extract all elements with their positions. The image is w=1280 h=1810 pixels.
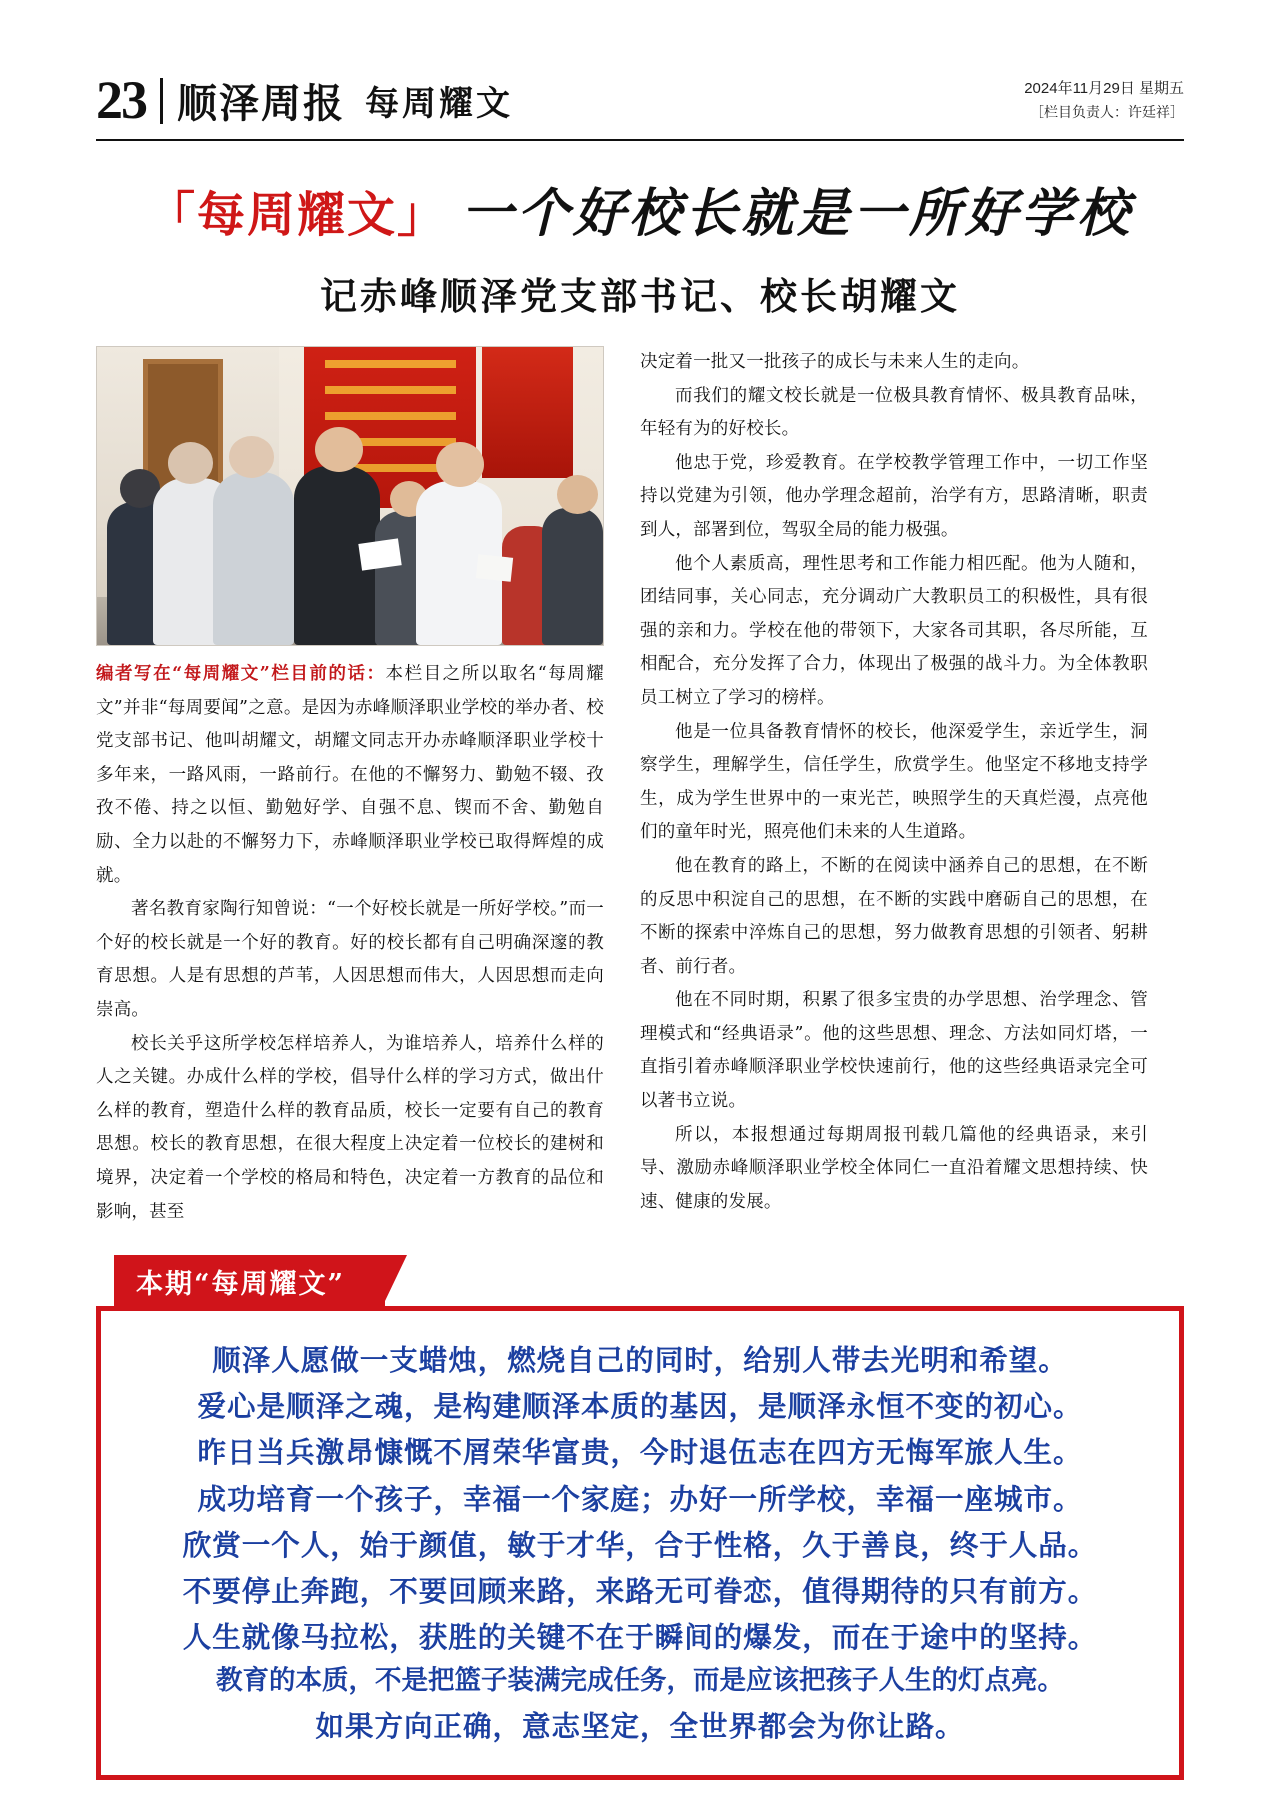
masthead	[96, 0, 1184, 139]
quote-box-tab: 本期“每周耀文”	[114, 1255, 385, 1310]
quote-line: 欣赏一个人，始于颜值，敏于才华，合于性格，久于善良，终于人品。	[182, 1527, 1098, 1562]
editor-note-label: 编者写在“每周耀文”栏目前的话：	[96, 664, 386, 684]
quote-line: 不要停止奔跑，不要回顾来路，来路无可眷恋，值得期待的只有前方。	[182, 1573, 1098, 1608]
paragraph: 他在教育的路上，不断的在阅读中涵养自己的思想，在不断的反思中积淀自己的思想，在不断的实践中磨砺自己的思想，在不断的探索中淬炼自己的思想，努力做教育思想的引领者、躬耕者、前行者。	[640, 855, 1148, 977]
paragraph: 他忠于党，珍爱教育。在学校教学管理工作中，一切工作坚持以党建为引领，他办学理念超前，治学有方，思路清晰，职责到人，部署到位，驾驭全局的能力极强。	[640, 452, 1148, 540]
quote-line: 人生就像马拉松，获胜的关键不在于瞬间的爆发，而在于途中的坚持。	[182, 1620, 1098, 1655]
article-body	[96, 346, 1184, 1229]
paragraph: 他在不同时期，积累了很多宝贵的办学思想、治学理念、管理模式和“经典语录”。他的这些思想、理念、方法如同灯塔，一直指引着赤峰顺泽职业学校快速前行，他的这些经典语录完全可以著书立说。	[640, 990, 1148, 1112]
quote-box	[96, 1306, 1184, 1780]
lead-paragraph	[96, 658, 604, 893]
section-editor: ［栏目负责人：许廷祥］	[1030, 104, 1184, 121]
article-column-left	[96, 346, 604, 1229]
headline-tag: 「每周耀文」	[146, 187, 447, 243]
quote-section	[96, 1255, 1184, 1780]
article-column-right	[640, 346, 1148, 1229]
page-number: 23	[96, 70, 146, 131]
publication-date: 2024年11月29日 星期五	[1024, 79, 1184, 97]
quote-line: 昨日当兵激昂慷慨不屑荣华富贵，今时退伍志在四方无悔军旅人生。	[197, 1435, 1083, 1470]
quote-line: 教育的本质，不是把篮子装满完成任务，而是应该把孩子人生的灯点亮。	[216, 1665, 1064, 1697]
masthead-divider	[160, 78, 163, 124]
lead-paragraph-text: 本栏目之所以取名“每周耀文”并非“每周要闻”之意。是因为赤峰顺泽职业学校的举办者、校党支部书记、他叫胡耀文，胡耀文同志开办赤峰顺泽职业学校十多年来，一路风雨，一路前行。在他的不懈努力、勤勉不辍、孜孜不倦、持之以恒、勤勉好学、自强不息、锲而不舍、勤勉自励、全力以赴的不懈努力下，赤峰顺泽职业学校已取得辉煌的成就。	[96, 664, 604, 886]
headline-main-row	[96, 171, 1184, 246]
paragraph: 而我们的耀文校长就是一位极具教育情怀、极具教育品味，年轻有为的好校长。	[640, 385, 1148, 440]
quote-line: 爱心是顺泽之魂，是构建顺泽本质的基因，是顺泽永恒不变的初心。	[197, 1389, 1083, 1424]
paper-name: 顺泽周报	[177, 80, 345, 127]
quote-line: 顺泽人愿做一支蜡烛，燃烧自己的同时，给别人带去光明和希望。	[212, 1343, 1068, 1378]
masthead-left	[96, 72, 513, 129]
paragraph: 所以，本报想通过每期周报刊载几篇他的经典语录，来引导、激励赤峰顺泽职业学校全体同仁一直沿着耀文思想持续、快速、健康的发展。	[640, 1124, 1148, 1212]
section-name: 每周耀文	[365, 84, 513, 124]
quote-line: 成功培育一个孩子，幸福一个家庭；办好一所学校，幸福一座城市。	[197, 1481, 1083, 1516]
masthead-rule	[96, 139, 1184, 141]
paragraph: 决定着一批又一批孩子的成长与未来人生的走向。	[640, 352, 1030, 372]
paragraph: 他是一位具备教育情怀的校长，他深爱学生，亲近学生，洞察学生，理解学生，信任学生，欣赏学生。他坚定不移地支持学生，成为学生世界中的一束光芒，映照学生的天真烂漫，点亮他们的童年时光，照亮他们未来的人生道路。	[640, 721, 1148, 843]
headline-block	[96, 171, 1184, 320]
paragraph: 校长关乎这所学校怎样培养人，为谁培养人，培养什么样的人之关键。办成什么样的学校，倡导什么样的学习方式，做出什么样的教育，塑造什么样的教育品质，校长一定要有自己的教育思想。校长的教育思想，在很大程度上决定着一位校长的建树和境界，决定着一个学校的格局和特色，决定着一方教育的品位和影响，甚至	[96, 1033, 604, 1222]
quote-line: 如果方向正确，意志坚定，全世界都会为你让路。	[315, 1709, 965, 1744]
headline-title: 一个好校长就是一所好学校	[461, 183, 1134, 244]
article-photo	[96, 346, 604, 646]
paragraph: 他个人素质高，理性思考和工作能力相匹配。他为人随和，团结同事，关心同志，充分调动广大教职员工的积极性，具有很强的亲和力。学校在他的带领下，大家各司其职，各尽所能，互相配合，充分发挥了合力，体现出了极强的战斗力。为全体教职员工树立了学习的榜样。	[640, 553, 1148, 708]
masthead-right	[1024, 76, 1184, 129]
headline-subtitle: 记赤峰顺泽党支部书记、校长胡耀文	[320, 274, 960, 318]
paragraph: 著名教育家陶行知曾说：“一个好校长就是一所好学校。”而一个好的校长就是一个好的教育。好的校长都有自己明确深邃的教育思想。人是有思想的芦苇，人因思想而伟大，人因思想而走向崇高。	[96, 899, 604, 1020]
